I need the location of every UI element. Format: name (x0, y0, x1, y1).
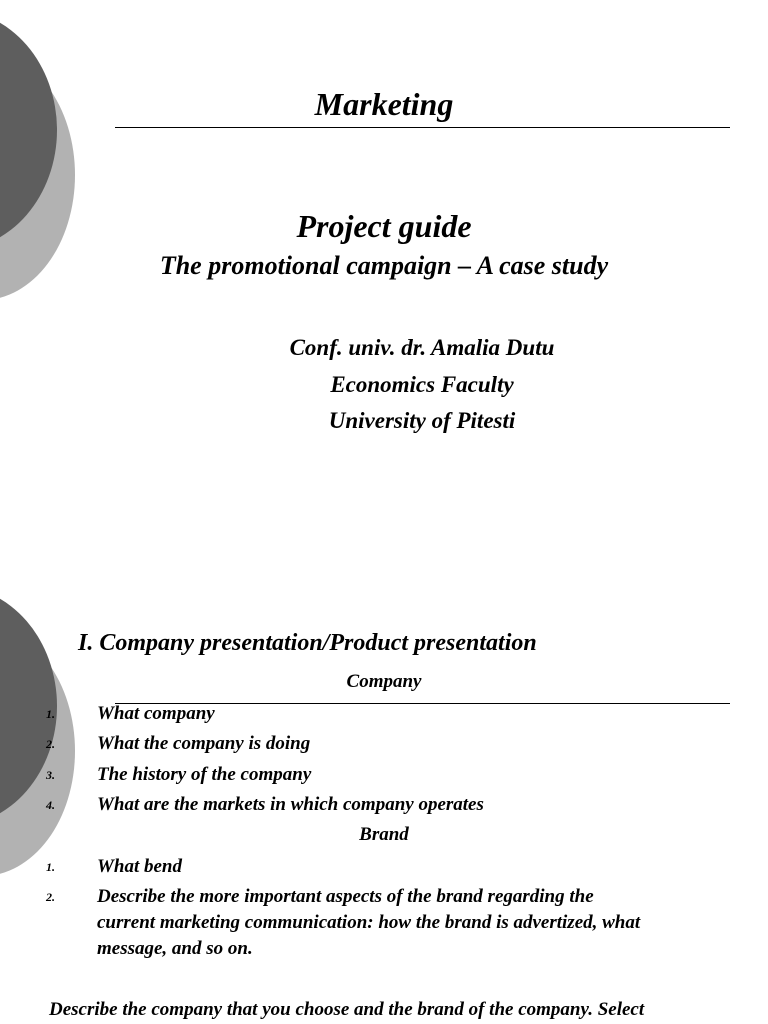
title-underline (115, 127, 730, 128)
project-subheading: The promotional campaign – A case study (159, 251, 609, 280)
author-university: University of Pitesti (328, 408, 516, 433)
slide-title: Marketing (314, 86, 454, 122)
footer-instruction: Describe the company that you choose and the brand of the company. Select (49, 999, 645, 1020)
project-heading: Project guide (296, 208, 472, 244)
author-name: Conf. univ. dr. Amalia Dutu (289, 335, 555, 360)
company-label: Company (346, 671, 422, 692)
section-heading: I. Company presentation/Product presentation (78, 630, 537, 656)
brand-label: Brand (359, 824, 409, 845)
company-presentation-slide: I. Company presentation/Product presentation Company 1. What company 2. What the company is doing 3. The history of the company 4. What are the markets in which company operates Brand 1. What bend 2. Describe the more important aspects of the brand regarding the current marketing communication: how the brand is advertized, what message, and so on. Describe the company that you choose and the brand of the company. Select (0, 576, 768, 1024)
author-faculty: Economics Faculty (330, 372, 514, 397)
